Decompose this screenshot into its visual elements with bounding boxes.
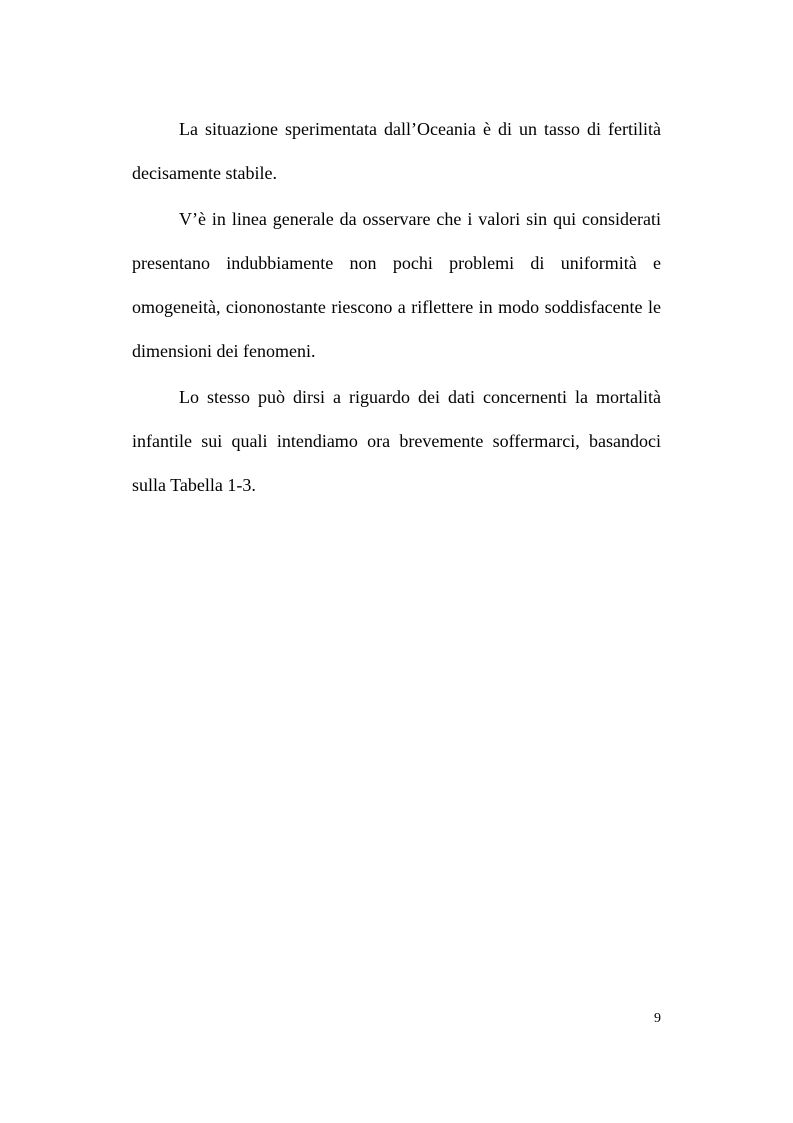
paragraph-infant-mortality: Lo stesso può dirsi a riguardo dei dati concernenti la mortalità infantile sui quali intendiamo ora brevemente soffermarci, basandoci sulla Tabella 1-3. — [132, 386, 661, 496]
body-text — [132, 107, 661, 509]
paragraph-data-uniformity: V’è in linea generale da osservare che i valori sin qui considerati presentano indubbiamente non pochi problemi di uniformità e omogeneità, ciononostante riescono a riflettere in modo soddisfacente le dimensioni dei fenomeni. — [132, 208, 661, 362]
paragraph-oceania-fertility: La situazione sperimentata dall’Oceania è di un tasso di fertilità decisamente stabile. — [132, 119, 661, 184]
page-number: 9 — [654, 1011, 661, 1026]
